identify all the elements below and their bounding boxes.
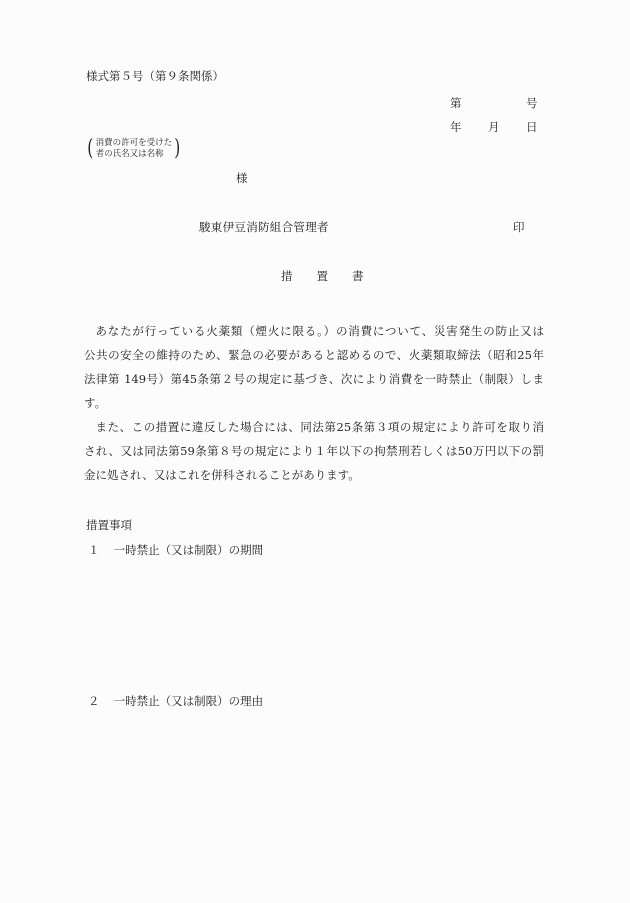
measure-item-label: 一時禁止（又は制限）の期間 [113,543,264,557]
paren-open: ( [87,136,94,161]
body-line: 法律第 149号）第45条第２号の規定に基づき、次により消費を一時禁止（制限）しま [84,372,544,386]
addressee-note-line2: 者の氏名又は名称 [95,149,164,159]
body-line: あなたが行っている火薬類（煙火に限る。）の消費について、災害発生の防止又は [95,324,544,338]
measures-section-title: 措置事項 [86,518,132,532]
body-line: す。 [84,396,107,410]
issuer-name: 駿東伊豆消防組合管理者 [199,220,329,234]
document-title: 措置書 [281,269,388,283]
document-body [84,319,544,487]
body-paragraph-1 [84,319,544,415]
paren-close: ) [174,136,181,161]
body-line: 公共の安全の維持のため、緊急の必要があると認めるので、火薬類取締法（昭和25年 [84,348,544,362]
measure-item-number: ２ [88,694,100,708]
addressee-honorific: 様 [236,171,248,185]
addressee-note [86,138,182,160]
body-paragraph-2 [84,415,544,487]
reference-number-suffix: 号 [526,96,538,110]
date-year-label: 年 [450,120,462,134]
date-day-label: 日 [526,120,538,134]
body-line: され、又は同法第59条第８号の規定により１年以下の拘禁刑若しくは50万円以下の罰 [84,444,544,458]
seal-mark: 印 [513,220,525,234]
measure-item-label: 一時禁止（又は制限）の理由 [113,694,264,708]
body-line: 金に処され、又はこれを併科されることがあります。 [84,468,360,482]
measure-item-1 [88,542,263,558]
date-month-label: 月 [488,120,500,134]
addressee-note-line1: 消費の許可を受けた [95,138,173,148]
addressee-note-lines [95,138,174,160]
form-number: 様式第５号（第９条関係） [86,69,224,83]
measure-item-2 [88,693,263,709]
reference-number-prefix: 第 [450,96,462,110]
measure-item-number: １ [88,543,100,557]
body-line: また、この措置に違反した場合には、同法第25条第３項の規定により許可を取り消 [95,420,544,434]
